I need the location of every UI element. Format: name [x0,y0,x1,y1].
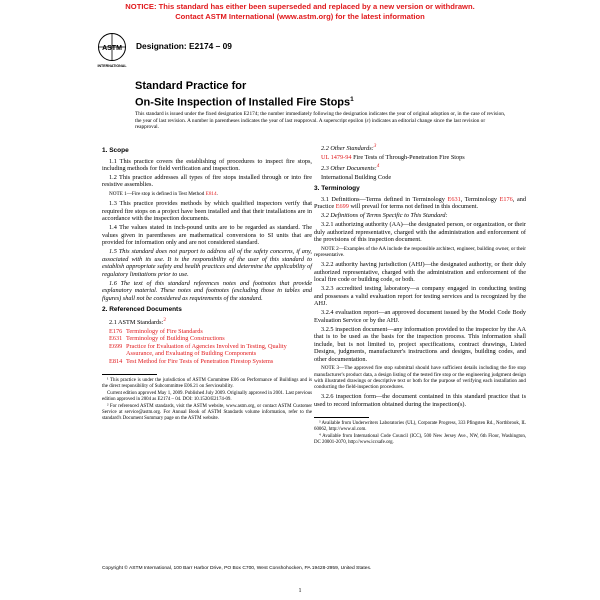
reference-item[interactable] [109,335,312,343]
title-line-2 [135,93,354,110]
scope-heading: 1. Scope [102,147,129,154]
document-title [135,80,354,110]
title-footnote-mark: 1 [350,96,354,103]
note-1-end: . [216,191,218,198]
link-e631[interactable]: E631 [447,195,461,203]
reference-item[interactable] [109,358,312,366]
para-2-1 [102,317,312,327]
para-2-1-text: 2.1 ASTM Standards: [109,318,164,326]
reference-title[interactable]: Terminology of Building Constructions [126,335,225,343]
ibc-reference: International Building Code [321,173,392,181]
footnote-mark-4[interactable]: 4 [376,162,380,169]
note-2: NOTE 2—Examples of the AA include the responsible architect, engineer, building owner, or their representative. [314,245,527,258]
title-line-1: Standard Practice for [135,80,247,92]
para-2-2 [314,143,526,153]
para-3-2-5: 3.2.5 inspection document—any information provided to the inspector by the AA that is to be used as the basis for the inspection process. This information shall include, but is not limited to, project specifications, contract drawings, Listed Designs, judgments, manufacturer's instructions and designs, building codes, and other documentation. [314,325,526,363]
logo-text: ASTM [102,45,122,52]
para-3-1 [314,196,526,211]
note-1 [102,191,312,197]
reference-item[interactable] [109,343,312,358]
page-number: 1 [298,588,302,594]
left-column [102,143,312,423]
para-3-2-3: 3.2.3 accredited testing laboratory—a company engaged in conducting testing and possesses a valid evaluation report for testing services and is recognized by the AHJ. [314,285,526,308]
para-3-1-text: 3.1 Definitions—Terms defined in Terminology [321,195,448,203]
para-1-4: 1.4 The values stated in inch-pound units are to be regarded as standard. The values given in parentheses are mathematical conversions to SI units that are provided for information only and are not considered standard. [102,224,312,247]
notice-banner [0,2,600,21]
ul-reference-title: Fire Tests of Through-Penetration Fire Stops [351,153,465,161]
para-3-2-4: 3.2.4 evaluation report—an approved document issued by the Model Code Body Evaluation Service or by the AHJ. [314,309,526,324]
referenced-documents-heading: 2. Referenced Documents [102,306,182,314]
title-text: On-Site Inspection of Installed Fire Stops [135,96,351,109]
footnote-divider [314,417,369,418]
para-2-2-text: 2.2 Other Standards: [321,145,374,153]
reference-code[interactable]: E176 [109,327,123,335]
para-1-5: 1.5 This standard does not purport to address all of the safety concerns, if any, associated with its use. It is the responsibility of the user of this standard to establish appropriate safety and health practices and determine the applicability of regulatory limitations prior to use. [102,248,312,278]
notice-line-2: Contact ASTM International (www.astm.org) for the latest information [175,11,425,21]
footnote-1: ¹ This practice is under the jurisdiction of ASTM Committee E06 on Performance of Buildings and is the direct responsibility of Subcommittee E06.21 on Serviceability. [102,377,312,389]
footnote-mark-2[interactable]: 2 [163,316,166,323]
para-3-2-2: 3.2.2 authority having jurisdiction (AHJ)—the designated authority, or their duly authorized representative, charged with the administration and enforcement of the local fire code or building code, or both. [314,261,526,284]
para-3-1-mid2: , and Practice [314,195,527,211]
copyright-footer: Copyright © ASTM International, 100 Barr Harbor Drive, PO Box C700, West Conshohocken, PA 19428-2959, United States. [102,566,372,571]
para-2-3 [314,163,526,173]
para-1-6: 1.6 The text of this standard references notes and footnotes that provide explanatory material. These notes and footnotes (excluding those in tables and figures) shall not be considered as requirements of the standard. [102,279,312,302]
link-e814[interactable]: E814 [205,191,217,198]
para-1-2: 1.2 This practice addresses all types of fire stops installed through or into fire resistive assemblies. [102,173,312,189]
reference-title[interactable]: Terminology of Fire Standards [126,327,203,335]
footnote-divider [102,374,157,375]
right-column [314,143,526,447]
reference-code[interactable]: E631 [109,335,123,343]
reference-code[interactable]: E699 [109,342,123,350]
astm-logo-icon [97,32,127,70]
para-1-1: 1.1 This practice covers the establishing of procedures to inspect fire stops, including methods for field verification and inspection. [102,157,312,173]
link-e176[interactable]: E176 [499,195,513,203]
reference-item[interactable] [109,328,312,336]
para-3-2-6: 3.2.6 inspection form—the document contained in this standard practice that is used to record information obtained during the inspection(s). [314,393,526,408]
notice-line-1: NOTICE: This standard has either been superseded and replaced by a new version or withdrawn. [125,2,475,11]
para-3-2: 3.2 Definitions of Terms Specific to This Standard: [321,212,448,220]
intro-paragraph: This standard is issued under the fixed designation E2174; the number immediately following the designation indicates the year of original adoption or, in the case of revision, the year of last revision. A number in parentheses indicates the year of last reapproval. A superscript epsilon (ε) indicates an editorial change since the last revision or reapproval. [135,111,506,130]
para-3-2-1: 3.2.1 authorizing authority (AA)—the designated person, or organization, or their duly authorized representative, charged with the administration and enforcement of the provisions of this inspection document. [314,221,526,244]
reference-title[interactable]: Practice for Evaluation of Agencies Involved in Testing, Quality Assurance, and Evaluating of Building Components [126,342,287,358]
para-1-3: 1.3 This practice provides methods by which qualified inspectors verify that required fire stops on a project have been installed and that their installations are in accordance with the inspection documents. [102,200,312,223]
footnote-1b: Current edition approved May 1, 2009. Published July 2009. Originally approved in 2001. Last previous edition approved in 2004 as E2174 – 04. DOI: 10.1520/E2174-09. [102,390,312,402]
para-3-1-end: will prevail for terms not defined in this document. [348,203,479,211]
link-e699[interactable]: E699 [335,203,349,211]
footnote-3: ³ Available from Underwriters Laboratories (UL), Corporate Progress, 333 Pfingsten Rd., Northbrook, IL 60062, http://www.ul.com. [314,420,526,432]
footnote-4: ⁴ Available from International Code Council (ICC), 500 New Jersey Ave., NW, 6th Floor, Washington, DC 20001-2070, http://www.iccsafe.org. [314,433,526,445]
designation: Designation: E2174 – 09 [136,41,232,51]
reference-title[interactable]: Test Method for Fire Tests of Penetration Firestop Systems [126,357,274,365]
link-ul-1479[interactable]: UL 1479-94 [321,153,352,161]
footnote-mark-3[interactable]: 3 [373,143,377,149]
para-2-3-text: 2.3 Other Documents: [321,164,377,172]
ul-reference [314,154,526,162]
reference-code[interactable]: E814 [109,357,123,365]
footnote-2: ² For referenced ASTM standards, visit the ASTM website, www.astm.org, or contact ASTM Customer Service at service@astm.org. For Annual Book of ASTM Standards volume information, refer to the standard's Document Summary page on the ASTM website. [102,404,312,422]
reference-list [102,328,312,366]
logo-subtext: INTERNATIONAL [97,64,127,68]
note-3: NOTE 3—The approved fire stop submittal should have sufficient details including the fire stop manufacturer's product data, a design listing of the tested fire stop or the engineering judgment design with illustrated drawings or descriptive text or both for the purpose of verifying each installation and conducting the field-inspection procedures. [314,365,526,391]
para-3-1-mid: , Terminology [460,195,500,203]
note-1-text: NOTE 1—Fire stop is defined in Test Method [109,191,206,198]
terminology-heading: 3. Terminology [314,185,360,193]
